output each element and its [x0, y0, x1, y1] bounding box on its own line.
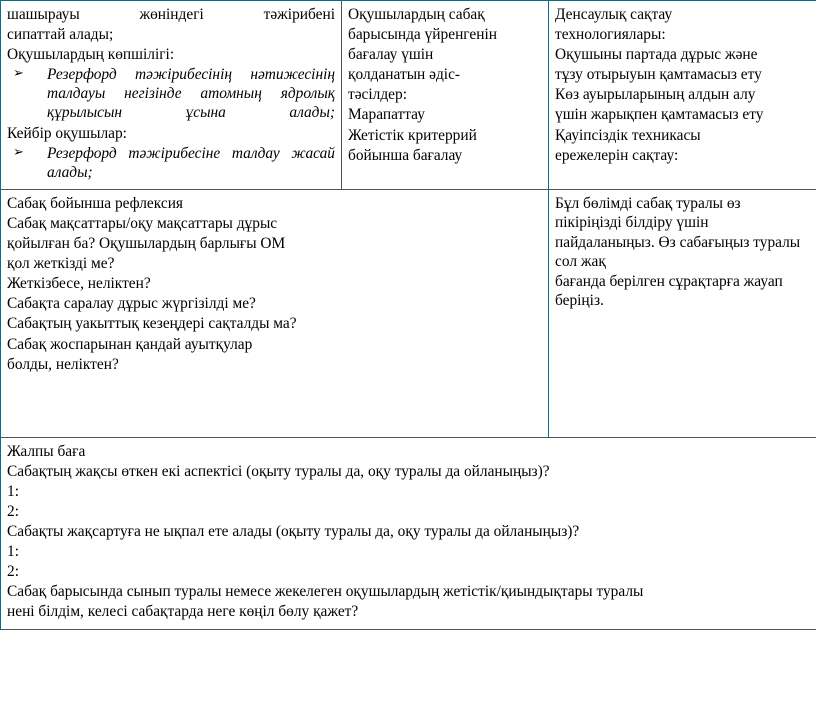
outcomes-bullet-2-text: Резерфорд тәжірибесіне талдау жасай алады; — [47, 144, 335, 181]
outcomes-bullet-2 — [7, 144, 335, 182]
assessment-line-7: Жетістік критеррий — [348, 126, 477, 144]
summary-line-3b: 2: — [7, 502, 19, 520]
reflection-line-1: Сабақ мақсаттары/оқу мақсаттары дұрыс — [7, 214, 278, 232]
outcomes-bullet-1 — [7, 65, 335, 122]
reflection-line-6: Сабақтың уакыттық кезеңдері сақталды ма? — [7, 315, 297, 333]
assessment-line-6: Марапаттау — [348, 106, 425, 124]
instructions-line-2: пайдаланыңыз. Өз сабағыңыз туралы сол жақ — [555, 234, 801, 271]
health-line-1: Денсаулық сақтау — [555, 6, 673, 23]
cell-health-technologies — [549, 1, 816, 190]
instructions-line-1: Бұл бөлімді сабақ туралы өз пікіріңізді білдіру үшін — [555, 194, 741, 231]
outcomes-bullet-1-text: Резерфорд тәжірибесінің нәтижесінің талдауы негізінде атомның ядролық құрылысын ұсына алады; — [47, 66, 335, 122]
summary-line-4: Сабақты жақсартуға не ықпал ете алады (оқыту туралы да, оқу туралы да ойланыңыз)? — [7, 523, 580, 541]
reflection-line-8: болды, неліктен? — [7, 355, 119, 373]
assessment-line-1: Оқушылардың сабақ — [348, 6, 485, 23]
assessment-line-4: қолданатын әдіс- — [348, 66, 461, 84]
outcomes-line-4: Кейбір оқушылар: — [7, 124, 127, 142]
instructions-line-3: бағанда берілген сұрақтарға жауап беріңіз. — [555, 273, 783, 310]
outcomes-line-1: шашырауы жөніндегі тәжірибені — [7, 6, 335, 23]
arrow-bullet-icon: ➢ — [13, 144, 24, 160]
summary-line-2: 1: — [7, 482, 19, 500]
reflection-line-5: Сабақта саралау дұрыс жүргізілді ме? — [7, 295, 256, 313]
health-line-6: үшін жарықпен қамтамасыз ету — [555, 106, 764, 124]
reflection-line-2: қойылған ба? Оқушылардың барлығы ОМ — [7, 235, 286, 253]
summary-heading: Жалпы баға — [7, 442, 86, 460]
health-line-3: Оқушыны партада дұрыс және — [555, 46, 758, 64]
health-line-7: Қауіпсіздік техникасы — [555, 126, 701, 144]
cell-assessment-methods — [342, 1, 549, 190]
assessment-line-2: барысында үйренгенін — [348, 26, 497, 44]
cell-reflection-instructions — [549, 189, 816, 437]
summary-line-8: нені білдім, келесі сабақтарда неге көңіл бөлу қажет? — [7, 603, 359, 621]
summary-line-1: Сабақтың жақсы өткен екі аспектісі (оқыту туралы да, оқу туралы да ойланыңыз)? — [7, 462, 550, 480]
health-line-5: Көз ауырыларының алдын алу — [555, 86, 756, 104]
assessment-line-8: бойынша бағалау — [348, 146, 463, 164]
reflection-heading: Сабақ бойынша рефлексия — [7, 194, 184, 212]
health-line-4: тұзу отырыуын қамтамасыз ету — [555, 66, 762, 84]
summary-line-6: 2: — [7, 563, 19, 581]
table-row — [1, 1, 816, 190]
table-row — [1, 189, 816, 437]
assessment-line-5: тәсілдер: — [348, 86, 407, 104]
outcomes-line-3: Оқушылардың көпшілігі: — [7, 46, 175, 64]
arrow-bullet-icon: ➢ — [13, 66, 24, 82]
table-row — [1, 437, 816, 629]
cell-learning-outcomes — [1, 1, 342, 190]
summary-line-5: 1: — [7, 543, 19, 561]
health-line-8: ережелерін сақтау: — [555, 146, 679, 164]
summary-line-7: Сабақ барысында сынып туралы немесе жекелеген оқушылардың жетістік/қиындықтары туралы — [7, 583, 644, 601]
reflection-line-7: Сабақ жоспарынан қандай ауытқулар — [7, 335, 253, 353]
reflection-line-4: Жеткізбесе, неліктен? — [7, 275, 151, 293]
reflection-blank-space — [7, 375, 542, 431]
reflection-line-3: қол жеткізді ме? — [7, 255, 115, 273]
cell-lesson-reflection — [1, 189, 549, 437]
health-line-2: технологиялары: — [555, 26, 666, 44]
assessment-line-3: бағалау үшін — [348, 46, 434, 64]
outcomes-line-2: сипаттай алады; — [7, 26, 114, 44]
cell-overall-evaluation — [1, 437, 816, 629]
